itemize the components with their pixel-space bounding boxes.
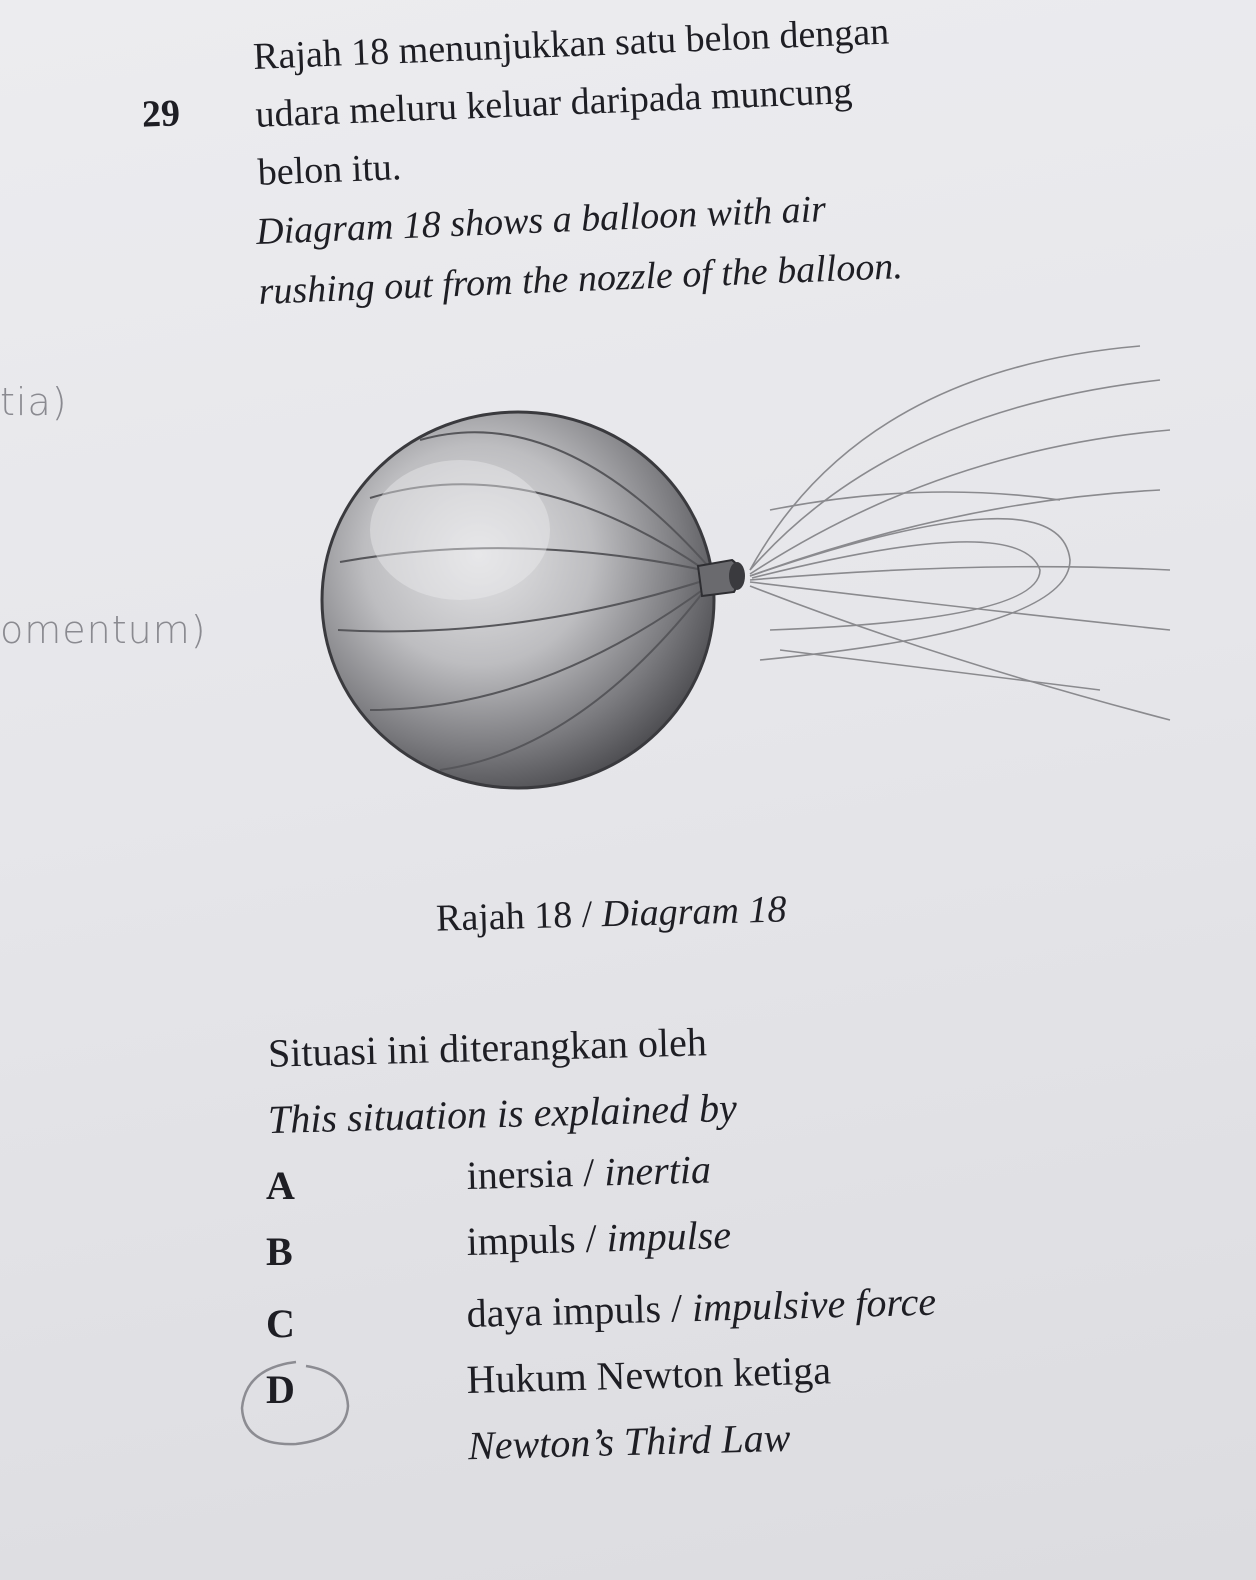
balloon-icon xyxy=(322,412,714,788)
answer-circle-mark xyxy=(236,1358,366,1450)
question-number: 29 xyxy=(141,92,181,136)
option-letter: C xyxy=(266,1301,295,1346)
option-text: daya impuls / impulsive force xyxy=(466,1278,937,1336)
question-stem-malay xyxy=(252,0,1078,202)
air-flow-icon xyxy=(750,346,1170,720)
prompt-english: This situation is explained by xyxy=(267,1084,738,1143)
stem-ms-line: Rajah 18 menunjukkan satu belon dengan xyxy=(252,10,890,78)
option-d-english: Newton’s Third Law xyxy=(467,1414,791,1469)
stem-en-line: rushing out from the nozzle of the balloon. xyxy=(257,245,904,313)
option-b[interactable] xyxy=(266,1212,1126,1288)
handwritten-note: omentum) xyxy=(0,608,207,652)
balloon-diagram xyxy=(300,330,1200,810)
caption-malay: Rajah 18 / xyxy=(435,893,603,940)
caption-english: Diagram 18 xyxy=(601,888,787,936)
stem-ms-line: belon itu. xyxy=(256,146,403,194)
option-letter: A xyxy=(266,1163,295,1208)
option-letter: D xyxy=(266,1367,295,1412)
option-text: impuls / impulse xyxy=(466,1212,732,1264)
option-text: inersia / inertia xyxy=(466,1146,712,1198)
handwritten-note: tia) xyxy=(0,380,68,424)
nozzle-icon xyxy=(698,560,745,596)
option-letter: B xyxy=(266,1229,293,1274)
stem-ms-line: udara meluru keluar daripada muncung xyxy=(254,69,854,136)
diagram-caption xyxy=(435,887,786,940)
option-text: Hukum Newton ketiga xyxy=(466,1347,832,1402)
prompt-malay: Situasi ini diterangkan oleh xyxy=(267,1019,708,1076)
stem-en-line: Diagram 18 shows a balloon with air xyxy=(255,188,827,253)
